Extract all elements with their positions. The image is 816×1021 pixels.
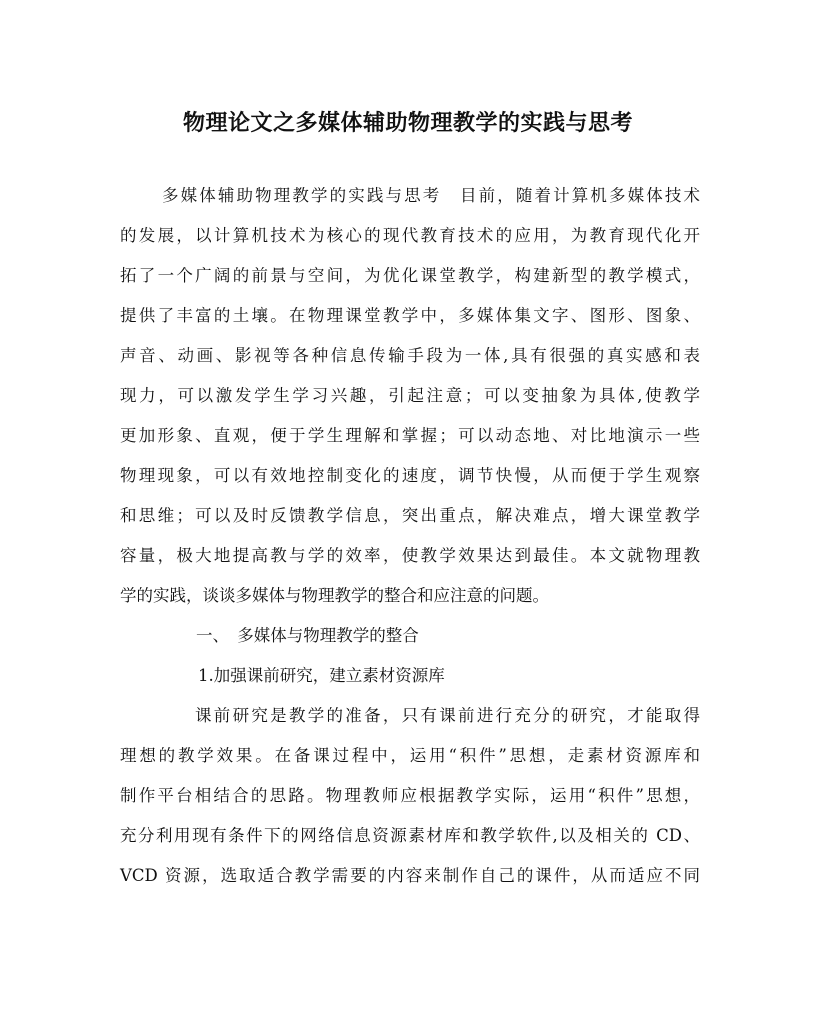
- document-title: 物理论文之多媒体辅助物理教学的实践与思考: [182, 110, 633, 136]
- paragraph2-line: VCD 资源，选取适合教学需要的内容来制作自己的课件，从而适应不同: [120, 866, 700, 885]
- paragraph2-line: 理想的教学效果。在备课过程中，运用“积件”思想，走素材资源库和: [120, 746, 700, 765]
- paragraph1-line: 多媒体辅助物理教学的实践与思考 目前，随着计算机多媒体技术: [162, 186, 700, 205]
- paragraph1-line: 声音、动画、影视等各种信息传输手段为一体,具有很强的真实感和表: [120, 346, 700, 365]
- paragraph1-line: 容量，极大地提高教与学的效率，使教学效果达到最佳。本文就物理教: [120, 546, 700, 565]
- paragraph1-line: 学的实践，谈谈多媒体与物理教学的整合和应注意的问题。: [120, 586, 549, 605]
- paragraph1-line: 更加形象、直观，便于学生理解和掌握；可以动态地、对比地演示一些: [120, 426, 700, 445]
- paragraph1-line: 物理现象，可以有效地控制变化的速度，调节快慢，从而便于学生观察: [120, 466, 700, 485]
- paragraph2-line: 充分利用现有条件下的网络信息资源素材库和教学软件,以及相关的 CD、: [120, 826, 700, 845]
- paragraph2-line: 课前研究是教学的准备，只有课前进行充分的研究，才能取得: [195, 706, 700, 725]
- subsection-heading: 1.加强课前研究，建立素材资源库: [198, 666, 445, 685]
- paragraph1-line: 拓了一个广阔的前景与空间，为优化课堂教学，构建新型的教学模式，: [120, 266, 700, 285]
- paragraph1-line: 的发展，以计算机技术为核心的现代教育技术的应用，为教育现代化开: [120, 226, 700, 245]
- section-heading: 一、 多媒体与物理教学的整合: [196, 626, 419, 645]
- paragraph1-line: 提供了丰富的土壤。在物理课堂教学中，多媒体集文字、图形、图象、: [120, 306, 700, 325]
- paragraph1-line: 和思维；可以及时反馈教学信息，突出重点，解决难点，增大课堂教学: [120, 506, 700, 525]
- paragraph1-line: 现力，可以激发学生学习兴趣，引起注意；可以变抽象为具体,使教学: [120, 386, 700, 405]
- paragraph2-line: 制作平台相结合的思路。物理教师应根据教学实际，运用“积件”思想，: [120, 786, 700, 805]
